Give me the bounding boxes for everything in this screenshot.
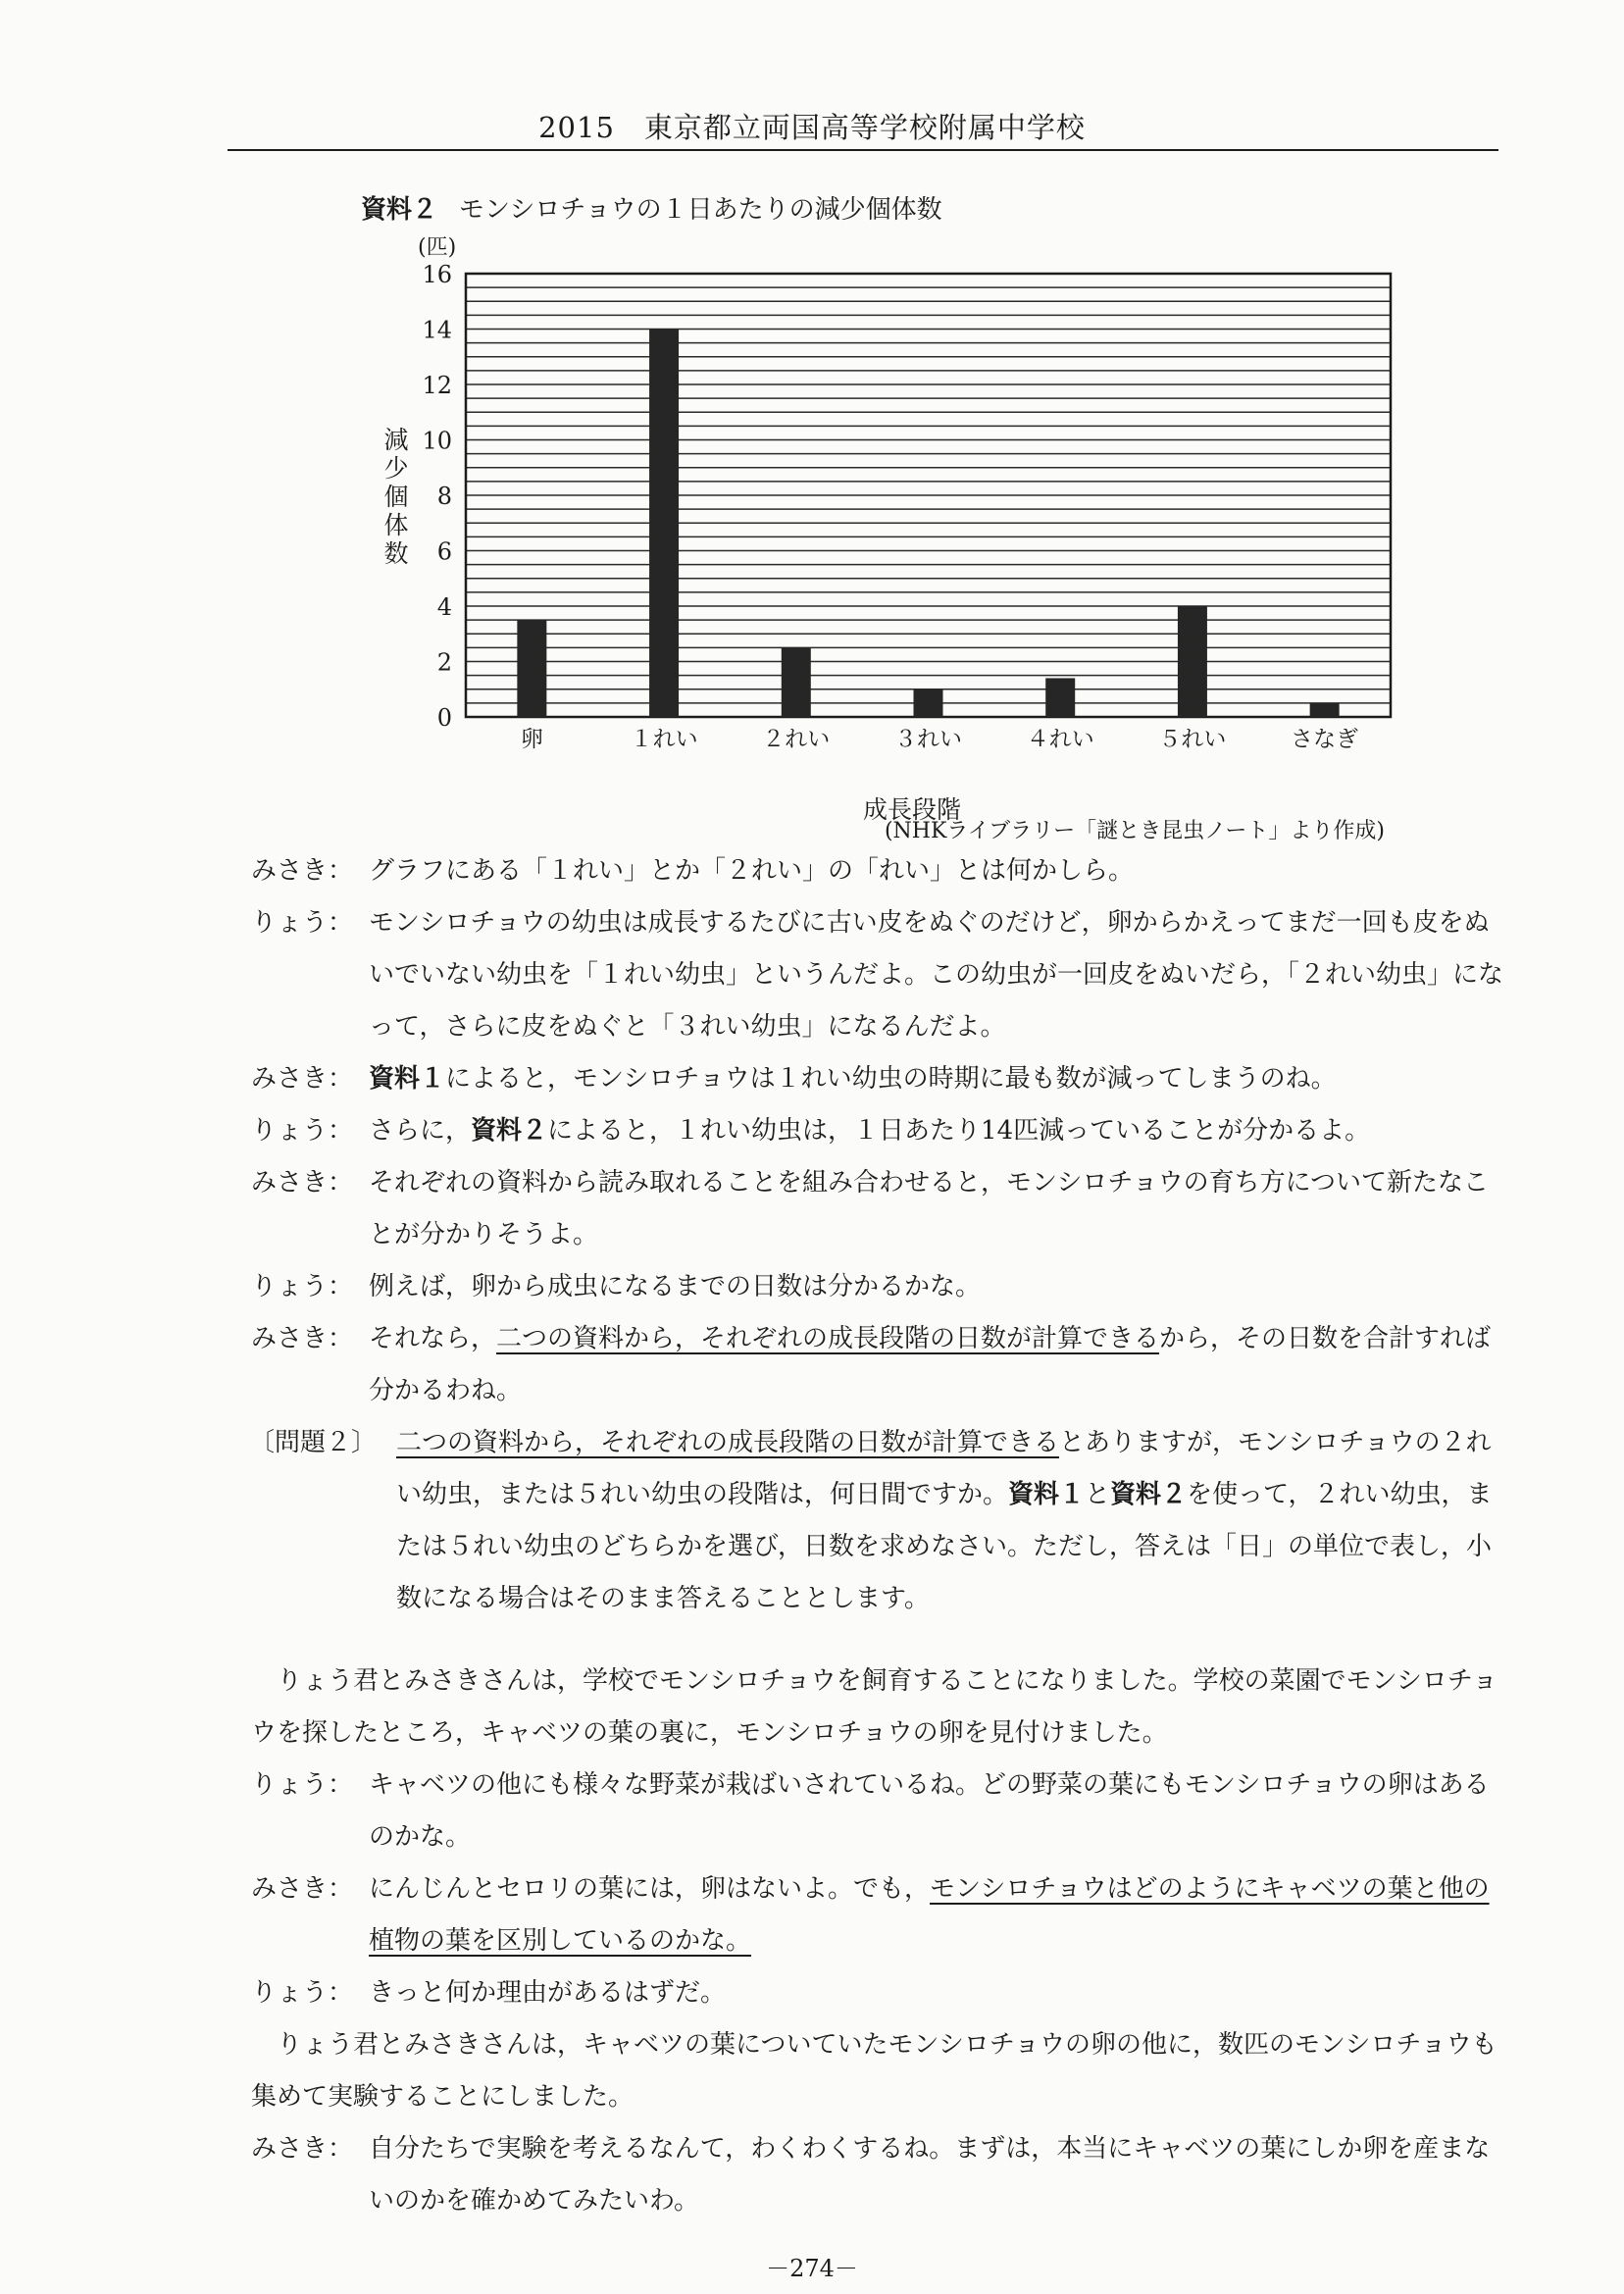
reference-bold: 資料２ [1110, 1480, 1188, 1509]
dialog-text-pre: にんじんとセロリの葉には，卵はないよ。でも， [369, 1874, 931, 1904]
dialog-text: それぞれの資料から読み取れることを組み合わせると，モンシロチョウの育ち方について新たなことが分かりそうよ。 [369, 1168, 1490, 1249]
speaker: りょう： [251, 1770, 354, 1800]
y-tick-label: 14 [422, 316, 452, 344]
x-tick-label: ３れい [894, 727, 962, 752]
reference-bold: 資料１ [1008, 1480, 1086, 1509]
speaker: りょう： [251, 1272, 354, 1301]
dialog-block-2 [251, 1656, 1506, 2227]
speaker: りょう： [251, 908, 354, 938]
dialog-text: キャベツの他にも様々な野菜が栽ばいされているね。どの野菜の葉にもモンシロチョウの卵はあるのかな。 [369, 1770, 1490, 1852]
y-tick-label: 12 [422, 372, 452, 399]
bar [517, 620, 546, 717]
dialog-line [251, 1863, 1506, 1967]
chart-source: (NHKライブラリー「謎とき昆虫ノート」より作成) [884, 819, 1385, 843]
bar [1310, 703, 1340, 717]
speaker: りょう： [251, 1978, 354, 2008]
reference-bold: 資料２ [471, 1116, 548, 1146]
bar [1045, 678, 1075, 717]
speaker: みさき： [251, 2134, 354, 2164]
question-text: とありますが，モンシロチョウの２れい幼虫，または５れい幼虫の段階は，何日間ですか。 [396, 1428, 1492, 1509]
bar-chart [0, 0, 1624, 843]
page-number: －274－ [766, 2255, 858, 2282]
x-tick-label: 卵 [520, 727, 543, 752]
x-tick-label: ４れい [1026, 727, 1094, 752]
page-header: 2015 東京都立両国高等学校附属中学校 [538, 111, 1086, 144]
dialog-line [251, 897, 1506, 1053]
x-tick-label: さなぎ [1291, 727, 1359, 752]
speaker: みさき： [251, 1168, 354, 1198]
underlined-text: モンシロチョウはどのようにキャベツの葉と他の植物の葉を区別しているのかな。 [369, 1874, 1490, 1956]
speaker: みさき： [251, 1324, 354, 1353]
reference-bold: 資料１ [369, 1064, 446, 1094]
y-tick-label: 8 [436, 483, 452, 510]
dialog-line [251, 1157, 1506, 1261]
question-label: 〔問題２〕 [249, 1428, 378, 1457]
speaker: みさき： [251, 1874, 354, 1904]
dialog-text: 自分たちで実験を考えるなんて，わくわくするね。まずは，本当にキャベツの葉にしか卵を産まないのかを確かめてみたいわ。 [369, 2134, 1491, 2216]
bar [782, 647, 811, 717]
dialog-line [251, 1759, 1506, 1863]
bar [1178, 606, 1207, 717]
chart-title: モンシロチョウの１日あたりの減少個体数 [459, 195, 942, 225]
speaker: りょう： [251, 1116, 354, 1146]
y-tick-label: 16 [422, 261, 452, 288]
dialog-text: によると，１れい幼虫は，１日あたり14匹減っていることが分かるよ。 [547, 1116, 1371, 1146]
y-unit: (匹) [418, 235, 457, 260]
dialog-line [251, 2123, 1506, 2227]
y-tick-label: 4 [436, 593, 452, 621]
y-tick-label: 0 [436, 704, 452, 732]
dialog-text-pre: それなら， [369, 1324, 497, 1353]
y-tick-label: 10 [422, 427, 452, 455]
dialog-text: 例えば，卵から成虫になるまでの日数は分かるかな。 [369, 1272, 982, 1301]
question-text: と [1085, 1480, 1111, 1509]
y-axis-label: 減少個体数 [383, 426, 409, 568]
dialog-text: によると，モンシロチョウは１れい幼虫の時期に最も数が減ってしまうのね。 [445, 1064, 1337, 1094]
x-axis-title: 成長段階 [863, 795, 962, 824]
dialog-line [251, 1261, 1506, 1313]
question-text: を使って，２れい幼虫，または５れい幼虫のどちらかを選び，日数を求めなさい。ただし，答えは「日」の単位で表し，小数になる場合はそのまま答えることとします。 [396, 1480, 1493, 1613]
dialog-block-1 [251, 845, 1506, 1625]
story-paragraph: りょう君とみさきさんは，キャベツの葉についていたモンシロチョウの卵の他に，数匹のモンシロチョウも集めて実験することにしました。 [251, 2030, 1497, 2112]
bar [649, 330, 679, 718]
underlined-text: 二つの資料から，それぞれの成長段階の日数が計算できる [496, 1324, 1160, 1353]
dialog-text: きっと何か理由があるはずだ。 [369, 1978, 727, 2008]
x-tick-label: ５れい [1158, 727, 1227, 752]
x-tick-label: １れい [630, 727, 698, 752]
x-tick-label: ２れい [762, 727, 831, 752]
dialog-line [251, 845, 1506, 897]
chart-label: 資料２ [361, 195, 438, 225]
story-paragraph: りょう君とみさきさんは，学校でモンシロチョウを飼育することになりました。学校の菜園でモンシロチョウを探したところ，キャベツの葉の裏に，モンシロチョウの卵を見付けました。 [251, 1666, 1498, 1748]
question-2 [249, 1417, 1506, 1625]
dialog-text: モンシロチョウの幼虫は成長するたびに古い皮をぬぐのだけど，卵からかえってまだ一回も皮をぬいでいない幼虫を「１れい幼虫」というんだよ。この幼虫が一回皮をぬいだら，「２れい幼虫」になって，さらに皮をぬぐと「３れい幼虫」になるんだよ。 [369, 908, 1504, 1042]
dialog-line [251, 1967, 1506, 2019]
dialog-line [251, 1053, 1506, 1105]
dialog-text: グラフにある「１れい」とか「２れい」の「れい」とは何かしら。 [369, 856, 1135, 886]
bar [914, 689, 943, 717]
dialog-text: から，その日数を合計すれば分かるわね。 [369, 1324, 1492, 1405]
y-tick-label: 6 [436, 537, 452, 566]
dialog-line [251, 1105, 1506, 1157]
underlined-text: 二つの資料から，それぞれの成長段階の日数が計算できる [396, 1428, 1060, 1457]
y-tick-label: 2 [436, 648, 452, 677]
dialog-line [251, 1313, 1506, 1417]
dialog-text-pre: さらに， [369, 1116, 472, 1146]
speaker: みさき： [251, 856, 354, 886]
speaker: みさき： [251, 1064, 354, 1094]
